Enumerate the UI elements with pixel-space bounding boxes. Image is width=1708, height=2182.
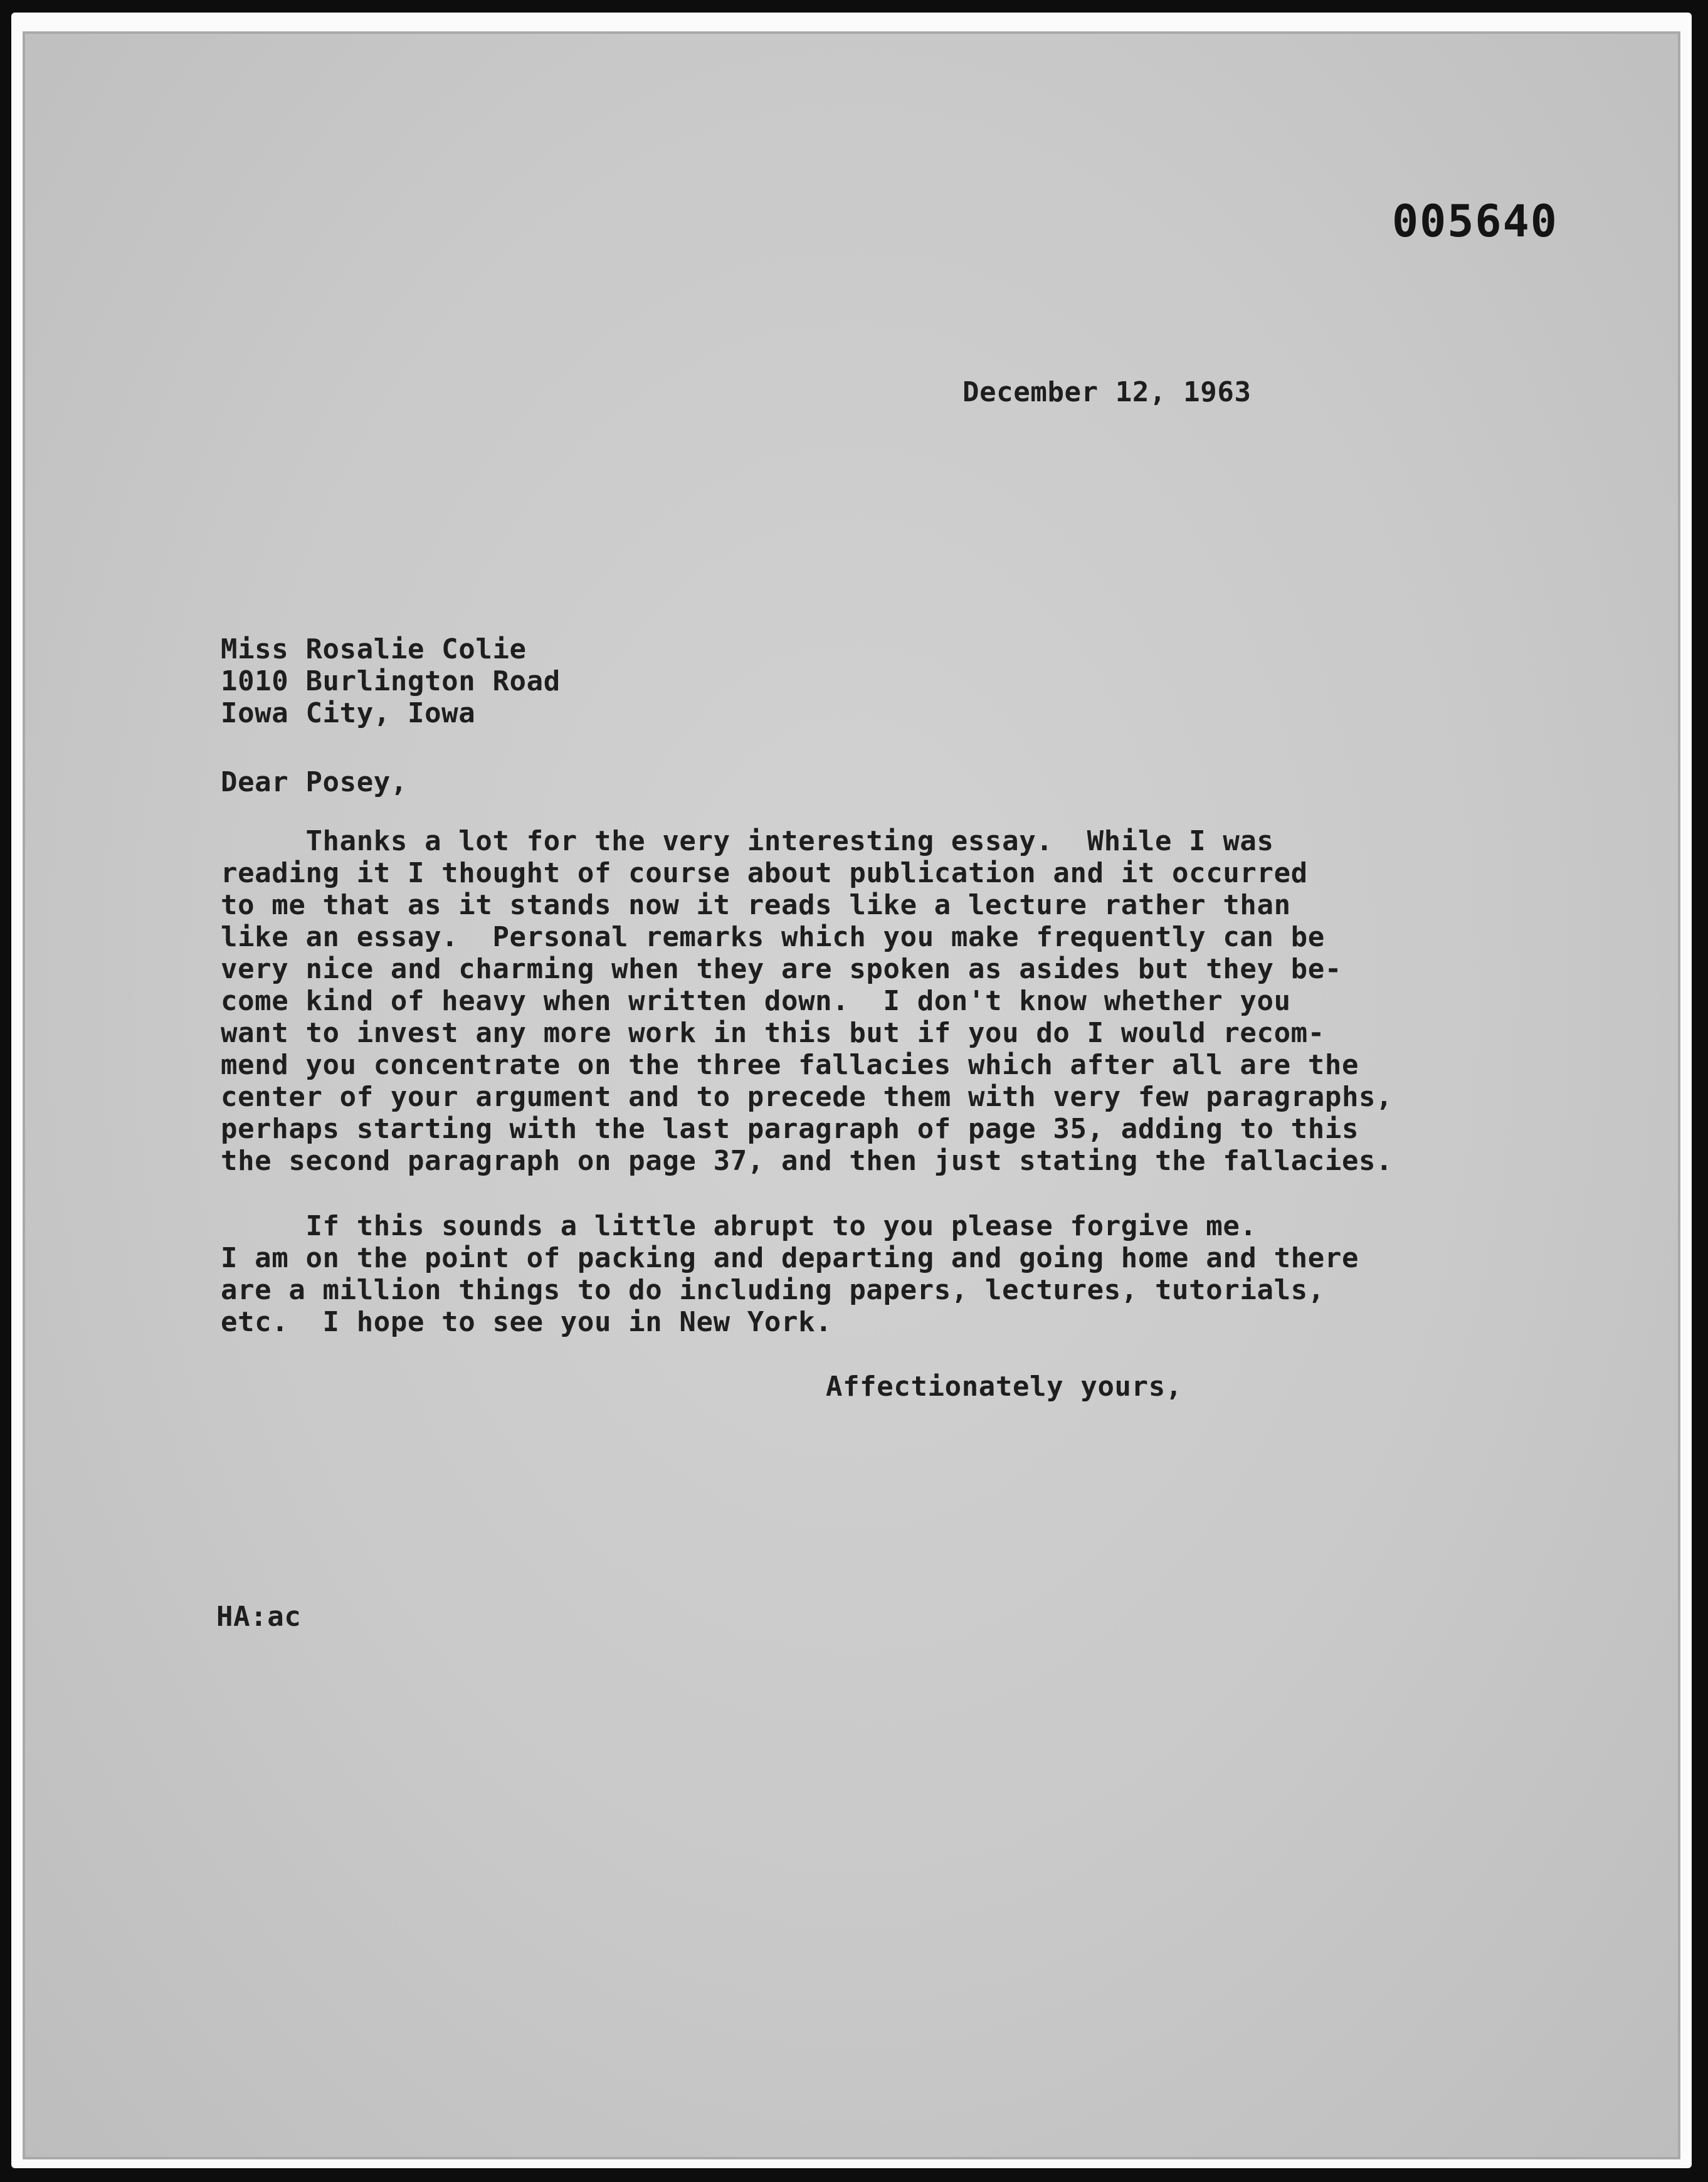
text-line: to me that as it stands now it reads like a lecture rather than [221,889,1291,921]
document-number: 005640 [1392,196,1558,247]
body-paragraph-2 [221,1210,1359,1338]
reference-initials: HA:ac [216,1601,302,1633]
address-line-street: 1010 Burlington Road [221,665,561,697]
text-line: like an essay. Personal remarks which you make frequently can be [221,921,1325,953]
text-line: very nice and charming when they are spoken as asides but they be- [221,953,1342,985]
text-line: are a million things to do including papers, lectures, tutorials, [221,1274,1325,1306]
complimentary-closing: Affectionately yours, [826,1371,1183,1403]
text-line: reading it I thought of course about publication and it occurred [221,857,1308,889]
text-line: Thanks a lot for the very interesting essay. While I was [221,825,1274,857]
recipient-address [221,633,561,729]
text-line: center of your argument and to precede them with very few paragraphs, [221,1081,1393,1113]
text-line: come kind of heavy when written down. I don't know whether you [221,985,1291,1017]
text-line: If this sounds a little abrupt to you please forgive me. [221,1210,1257,1242]
address-line-name: Miss Rosalie Colie [221,633,527,665]
text-line: mend you concentrate on the three fallacies which after all are the [221,1049,1359,1081]
text-line: etc. I hope to see you in New York. [221,1306,833,1338]
text-line: want to invest any more work in this but if you do I would recom- [221,1017,1325,1049]
text-line: perhaps starting with the last paragraph of page 35, adding to this [221,1113,1359,1145]
address-line-city: Iowa City, Iowa [221,697,476,729]
body-paragraph-1 [221,825,1393,1177]
text-line: the second paragraph on page 37, and then just stating the fallacies. [221,1145,1393,1177]
salutation: Dear Posey, [221,766,408,798]
letter-date: December 12, 1963 [962,376,1252,408]
text-line: I am on the point of packing and departing and going home and there [221,1242,1359,1274]
